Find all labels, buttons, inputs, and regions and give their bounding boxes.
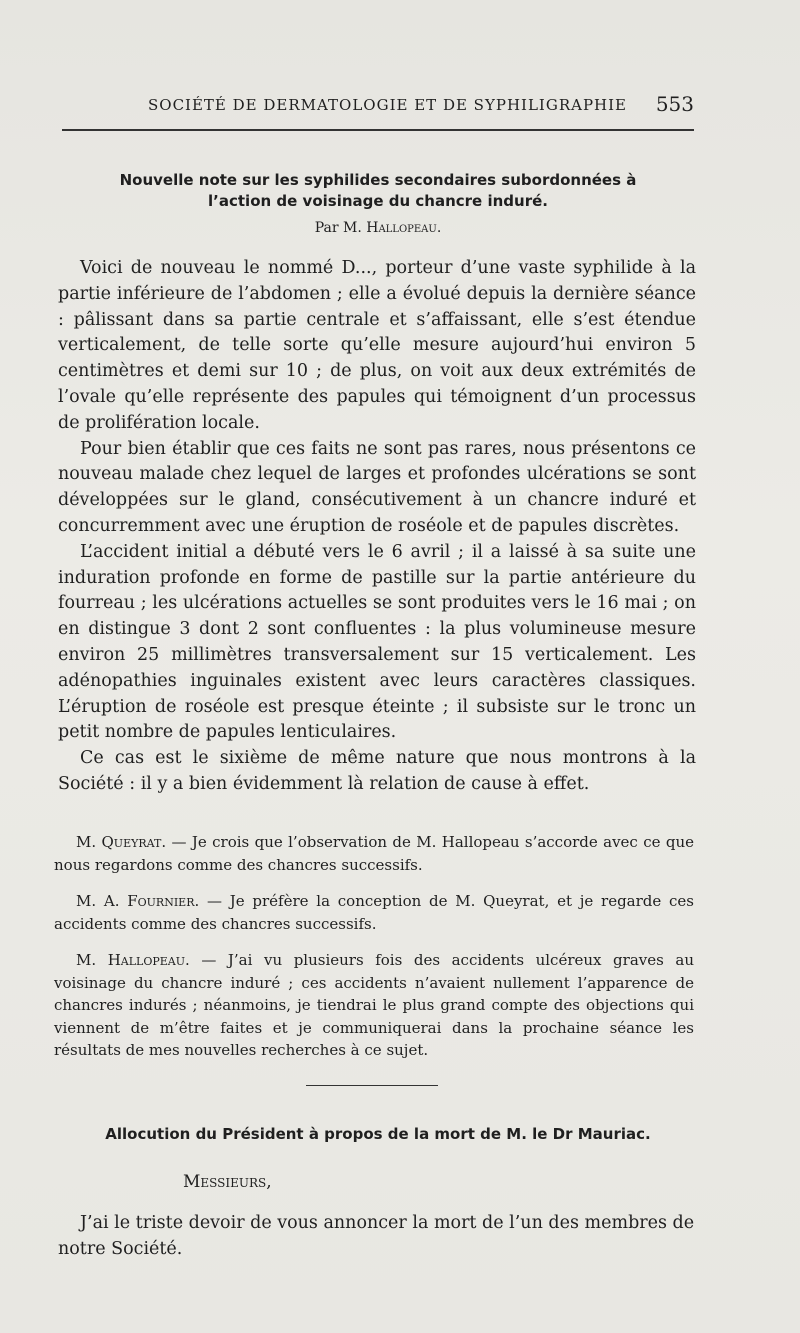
speaker-name: M. Queyrat. xyxy=(76,833,167,851)
byline-prefix: Par M. xyxy=(314,220,362,236)
speaker-name: M. A. Fournier. xyxy=(76,892,200,910)
article-title-line-2: l’action de voisinage du chancre induré. xyxy=(208,192,548,210)
article-byline xyxy=(62,220,694,236)
salutation: Messieurs, xyxy=(183,1172,272,1192)
speaker-text: — J’ai vu plusieurs fois des accidents ulcéreux graves au voisinage du chancre induré ; ces accidents n’avaient nullement l’apparence de chancres indurés ; néanmoins, je tiendrai le plus grand compte des objections qui viennent de m’être faites et je communiquerai dans la prochaine séance les résultats de mes nouvelles recherches à ce sujet. xyxy=(54,951,694,1059)
discussion xyxy=(54,831,694,1076)
allocution-body xyxy=(58,1210,696,1262)
discussion-entry xyxy=(54,890,694,935)
body-paragraph: Voici de nouveau le nommé D..., porteur d’une vaste syphilide à la partie inférieure de l’abdomen ; elle a évolué depuis la dernière séance : pâlissant dans sa partie centrale et s’affaissant, elle s’est étendue verticalement, de telle sorte qu’elle mesure aujourd’hui environ 5 centimètres et demi sur 10 ; de plus, on voit aux deux extrémités de l’ovale qu’elle représente des papules qui témoignent d’un processus de prolifération locale. xyxy=(58,258,696,433)
section-divider xyxy=(306,1085,438,1086)
page-header xyxy=(62,90,694,120)
body-paragraph: Pour bien établir que ces faits ne sont pas rares, nous présentons ce nouveau malade chez lequel de larges et profondes ulcérations se sont développées sur le gland, consécutivement à un chancre induré et concurremment avec une éruption de roséole et de papules discrètes. xyxy=(58,438,696,536)
running-title: SOCIÉTÉ DE DERMATOLOGIE ET DE SYPHILIGRAPHIE xyxy=(148,96,628,114)
discussion-entry xyxy=(54,831,694,876)
article-body xyxy=(58,256,696,798)
speaker-text: — Je crois que l’observation de M. Hallopeau s’accorde avec ce que nous regardons comme des chancres successifs. xyxy=(54,833,695,874)
speaker-name: M. Hallopeau. xyxy=(76,951,190,969)
speaker-text: — Je préfère la conception de M. Queyrat, et je regarde ces accidents comme des chancres successifs. xyxy=(54,892,695,933)
byline-author: Hallopeau. xyxy=(366,220,442,236)
body-paragraph: Ce cas est le sixième de même nature que nous montrons à la Société : il y a bien évidemment là relation de cause à effet. xyxy=(58,748,696,794)
discussion-entry xyxy=(54,949,694,1062)
allocution-title: Allocution du Président à propos de la mort de M. le Dr Mauriac. xyxy=(105,1125,651,1143)
header-rule xyxy=(62,129,694,131)
page-number: 553 xyxy=(655,92,694,116)
article-title-line-1: Nouvelle note sur les syphilides secondaires subordonnées à xyxy=(119,171,637,189)
body-paragraph: L’accident initial a débuté vers le 6 avril ; il a laissé à sa suite une induration profonde en forme de pastille sur la partie antérieure du fourreau ; les ulcérations actuelles se sont produites vers le 16 mai ; on en distingue 3 dont 2 sont confluentes : la plus volumineuse mesure environ 25 millimètres transversalement sur 15 verticalement. Les adénopathies inguinales existent avec leurs caractères classiques. L’éruption de roséole est presque éteinte ; il subsiste sur le tronc un petit nombre de papules lenticulaires. xyxy=(58,541,696,743)
body-paragraph: J’ai le triste devoir de vous annoncer la mort de l’un des membres de notre Société. xyxy=(58,1213,695,1259)
